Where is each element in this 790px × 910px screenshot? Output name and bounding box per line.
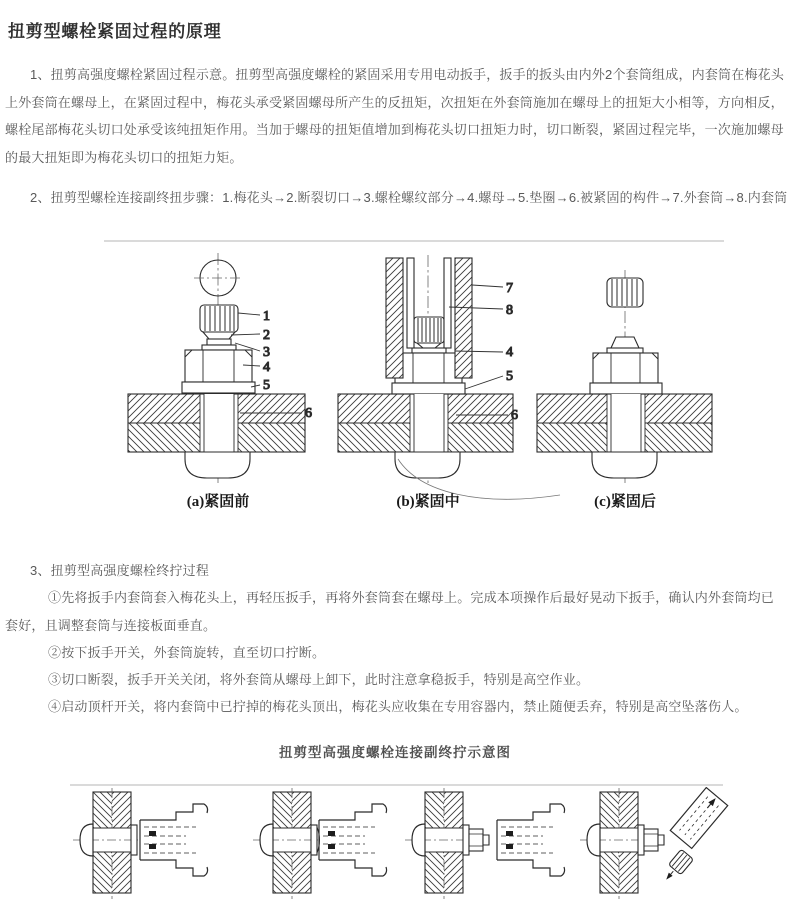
section-3-heading: 3、扭剪型高强度螺栓终拧过程 [30, 563, 210, 578]
bottom-figure-title: 扭剪型高强度螺栓连接副终拧示意图 [279, 745, 511, 760]
break-notch [412, 343, 446, 353]
bottom-divider [70, 784, 723, 786]
label-8-inner-sleeve: 8 [506, 303, 513, 318]
label-7-outer-sleeve: 7 [506, 281, 513, 296]
nut [593, 353, 658, 383]
connected-plates [537, 394, 712, 452]
label-6-plates: 6 [511, 408, 518, 423]
figure-final-tightening-steps [0, 787, 790, 910]
label-5-washer: 5 [506, 369, 513, 384]
paragraph-1: 1、扭剪高强度螺栓紧固过程示意。扭剪型高强度螺栓的紧固采用专用电动扳手，扳手的扳头由内外2个套筒组成，内套筒在梅花头上外套筒在螺母上，在紧固过程中，梅花头承受紧固螺母所产生的反扭矩，次扭矩在外套筒施加在螺母上的扭矩大小相等，方向相反，螺栓尾部梅花头切口处承受该纯扭矩作用。当加于螺母的扭矩值增加到梅花头切口扭矩力时，切口断裂，紧固过程完毕，一次施加螺母的最大扭矩即为梅花头切口的扭矩力矩。 [5, 67, 785, 165]
label-6-plates: 6 [305, 406, 312, 421]
bolt-dome-head [185, 452, 250, 478]
break-notch [202, 332, 236, 350]
nut [395, 353, 462, 383]
label-4-nut: 4 [263, 360, 270, 375]
label-4-nut: 4 [506, 345, 513, 360]
spline-head [200, 305, 238, 332]
diagram-before-tightening [128, 253, 312, 510]
bolt-dome-head [395, 452, 460, 478]
label-3-thread-part: 3 [263, 345, 270, 360]
procedure-step-3: ③切口断裂，扳手开关关闭，将外套筒从螺母上卸下，此时注意拿稳扳手，特别是高空作业。 [48, 672, 590, 687]
nut [185, 350, 252, 382]
bolt-dome-head [592, 452, 657, 478]
ejected-spline-head [660, 849, 693, 885]
diagram-after-tightening [537, 270, 712, 510]
sheared-spline-head [607, 278, 643, 307]
tilted-wrench-body [670, 788, 727, 849]
diagram-during-tightening [338, 255, 560, 510]
label-1-spline-head: 1 [263, 309, 270, 324]
procedure-step-4: ④启动顶杆开关，将内套筒中已拧掉的梅花头顶出，梅花头应收集在专用容器内，禁止随便丢弃，特别是高空坠落伤人。 [48, 699, 748, 714]
procedure-step-1: ①先将扳手内套筒套入梅花头上，再轻压扳手，再将外套筒套在螺母上。完成本项操作后最好晃动下扳手，确认内外套筒均已套好，且调整套筒与连接板面垂直。 [5, 590, 775, 633]
caption-a: (a)紧固前 [186, 494, 250, 510]
label-5-washer: 5 [263, 378, 270, 393]
step-diagram-4-head-ejected [580, 788, 728, 899]
step-diagram-3-socket-removed [405, 788, 565, 899]
step-diagram-1-socket-placed [73, 788, 208, 899]
washer [392, 383, 465, 394]
paragraph-2: 2、扭剪型螺栓连接副终扭步骤：1.梅花头→2.断裂切口→3.螺栓螺纹部分→4.螺母→5.垫圈→6.被紧固的构件→7.外套筒→8.内套筒 [30, 190, 788, 205]
label-2-break-notch: 2 [263, 328, 270, 343]
caption-c: (c)紧固后 [594, 494, 656, 510]
step-diagram-2-tightening [253, 788, 387, 899]
caption-b: (b)紧固中 [396, 494, 460, 510]
spline-head [414, 317, 444, 343]
connected-plates [338, 394, 513, 452]
washer [182, 382, 255, 393]
top-divider [104, 240, 724, 242]
figure-tightening-stages [0, 245, 790, 537]
bolt-shank [204, 394, 234, 452]
bolt-shank [611, 394, 641, 452]
page-title: 扭剪型螺栓紧固过程的原理 [8, 22, 222, 42]
broken-stub [607, 337, 643, 353]
procedure-step-2: ②按下扳手开关，外套筒旋转，直至切口拧断。 [48, 645, 326, 660]
connected-plates [128, 394, 305, 452]
bolt-shank [414, 394, 444, 452]
washer [590, 383, 662, 394]
